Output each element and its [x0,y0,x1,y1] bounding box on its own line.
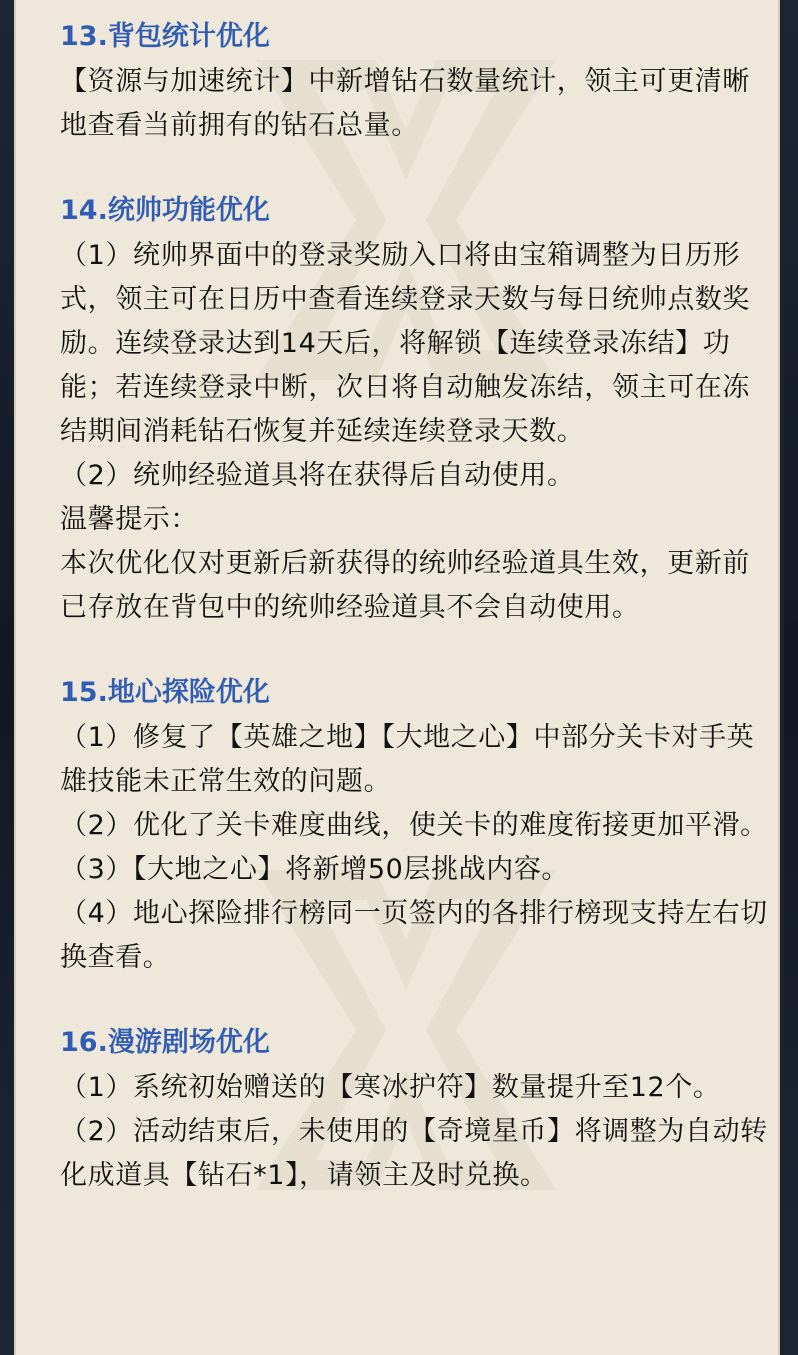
section-title: 15.地心探险优化 [60,677,270,708]
section-paragraph: （1）统帅界面中的登录奖励入口将由宝箱调整为日历形式，领主可在日历中查看连续登录天数与每日统帅点数奖励。连续登录达到14天后，将解锁【连续登录冻结】功能；若连续登录中断，次日将自动触发冻结，领主可在冻结期间消耗钻石恢复并延续连续登录天数。 [60,240,750,447]
section-earth-core-expedition [60,670,776,980]
section-title: 13.背包统计优化 [60,21,270,52]
section-commander-function [60,188,776,630]
section-roaming-theater [60,1020,776,1198]
section-paragraph: （1）修复了【英雄之地】【大地之心】中部分关卡对手英雄技能未正常生效的问题。 [60,722,755,797]
section-paragraph: （2）活动结束后，未使用的【奇境星币】将调整为自动转化成道具【钻石*1】，请领主及时兑换。 [60,1116,768,1191]
tip-text: 本次优化仅对更新后新获得的统帅经验道具生效，更新前已存放在背包中的统帅经验道具不会自动使用。 [60,548,750,623]
section-paragraph: （4）地心探险排行榜同一页签内的各排行榜现支持左右切换查看。 [60,898,768,973]
section-paragraph: 【资源与加速统计】中新增钻石数量统计，领主可更清晰地查看当前拥有的钻石总量。 [60,66,750,141]
section-bag-statistics [60,14,776,148]
left-frame-border [0,0,14,1355]
section-spacer [60,148,776,188]
section-paragraph: （2）统帅经验道具将在获得后自动使用。 [60,460,575,491]
section-title: 16.漫游剧场优化 [60,1027,270,1058]
section-paragraph: （3）【大地之心】将新增50层挑战内容。 [60,854,570,885]
parchment-panel [14,0,780,1355]
section-paragraph: （1）系统初始赠送的【寒冰护符】数量提升至12个。 [60,1072,721,1103]
tip-heading: 温馨提示： [60,504,198,535]
section-title: 14.统帅功能优化 [60,195,270,226]
section-spacer [60,980,776,1020]
right-frame-border [784,0,798,1355]
section-spacer [60,630,776,670]
section-paragraph: （2）优化了关卡难度曲线，使关卡的难度衔接更加平滑。 [60,810,768,841]
patch-notes-content [60,14,776,1198]
